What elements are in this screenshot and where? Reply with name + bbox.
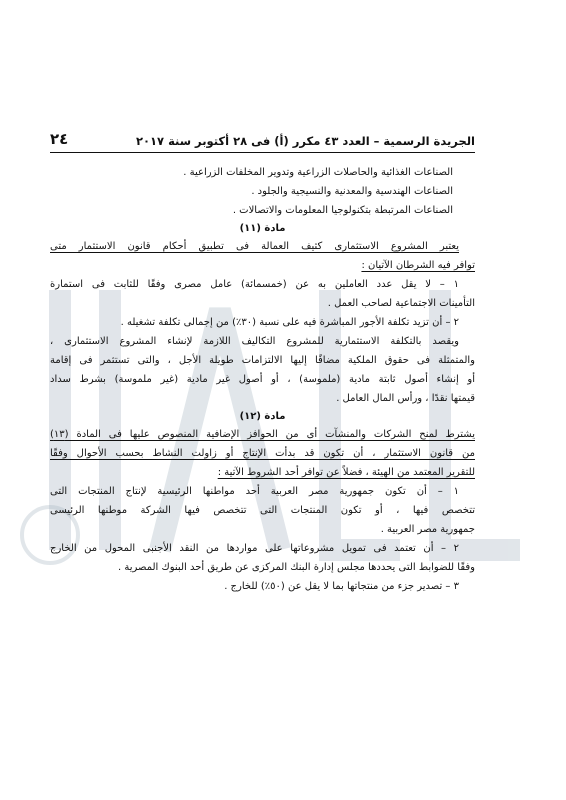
article-12-condition-1: جمهورية مصر العربية . (380, 524, 475, 535)
article-11-paragraph: والمتمثلة فى حقوق الملكية مضافًا إليها الالتزامات طويلة الأجل ، والتى تستثمر فى إقامة (50, 355, 475, 366)
article-12-condition-1: ١ – أن تكون جمهورية مصر العربية أحد مواطنها الرئيسية لإنتاج المنتجات التى (50, 486, 459, 497)
page-header (50, 130, 475, 153)
article-11-paragraph: ويقصد بالتكلفة الاستثمارية للمشروع التكاليف اللازمة لإنشاء المشروع الاستثمارى ، (50, 336, 459, 347)
article-11-condition-2: ٢ – أن تزيد تكلفة الأجور المباشرة فيه على نسبة (٣٠٪) من إجمالى تكلفة تشغيله . (120, 317, 459, 328)
article-11-condition-1: ١ – لا يقل عدد العاملين به عن (خمسمائة) عامل مصرى وفقًا للثابت فى استمارة (50, 279, 459, 290)
article-12-condition-1: تتخصص فيها ، أو تكون المنتجات التى تتخصص فيها الشركة موطنها الرئيسى (50, 505, 475, 516)
article-12-intro: يشترط لمنح الشركات والمنشآت أى من الحوافز الإضافية المنصوص عليها فى المادة (١٣) (50, 429, 475, 440)
article-12-heading: مادة (١٢) (239, 411, 286, 422)
article-12-intro: للتقرير المعتمد من الهيئة ، فضلاً عن توافر أحد الشروط الآتية : (217, 467, 475, 478)
sector-item: الصناعات الهندسية والمعدنية والنسيجية والجلود . (251, 186, 453, 197)
article-11-paragraph: قيمتها نقدًا ، ورأس المال العامل . (336, 393, 475, 404)
sector-item: الصناعات المرتبطة بتكنولوجيا المعلومات والاتصالات . (232, 205, 453, 216)
article-11-paragraph: أو إنشاء أصول ثابتة مادية (ملموسة) ، أو أصول غير مادية (غير ملموسة) بشرط سداد (50, 374, 475, 385)
article-12-intro: من قانون الاستثمار ، أن تكون قد بدأت الإنتاج أو زاولت النشاط بحسب الأحوال وفقًا (50, 448, 475, 459)
article-12-condition-3: ٣ – تصدير جزء من منتجاتها بما لا يقل عن (٥٠٪) للخارج . (224, 581, 459, 592)
article-11-heading: مادة (١١) (239, 223, 286, 234)
article-12-condition-2: وفقًا للضوابط التى يحددها مجلس إدارة البنك المركزى عن طريق أحد البنوك المصرية . (118, 562, 475, 573)
article-11-intro: يعتبر المشروع الاستثمارى كثيف العمالة فى تطبيق أحكام قانون الاستثمار متى (50, 241, 459, 252)
article-11-condition-1: التأمينات الاجتماعية لصاحب العمل . (327, 298, 475, 309)
sector-item: الصناعات الغذائية والحاصلات الزراعية وتدوير المخلفات الزراعية . (183, 167, 453, 178)
article-11-intro: توافر فيه الشرطان الآتيان : (361, 260, 475, 271)
gazette-page (50, 130, 475, 596)
page-number: ٢٤ (50, 130, 69, 148)
article-12-condition-2: ٢ – أن تعتمد فى تمويل مشروعاتها على مواردها من النقد الأجنبى المحول من الخارج (50, 543, 459, 554)
gazette-title: الجريدة الرسمية – العدد ٤٣ مكرر (أ) فى ٢٨ أكتوبر سنة ٢٠١٧ (135, 134, 475, 148)
